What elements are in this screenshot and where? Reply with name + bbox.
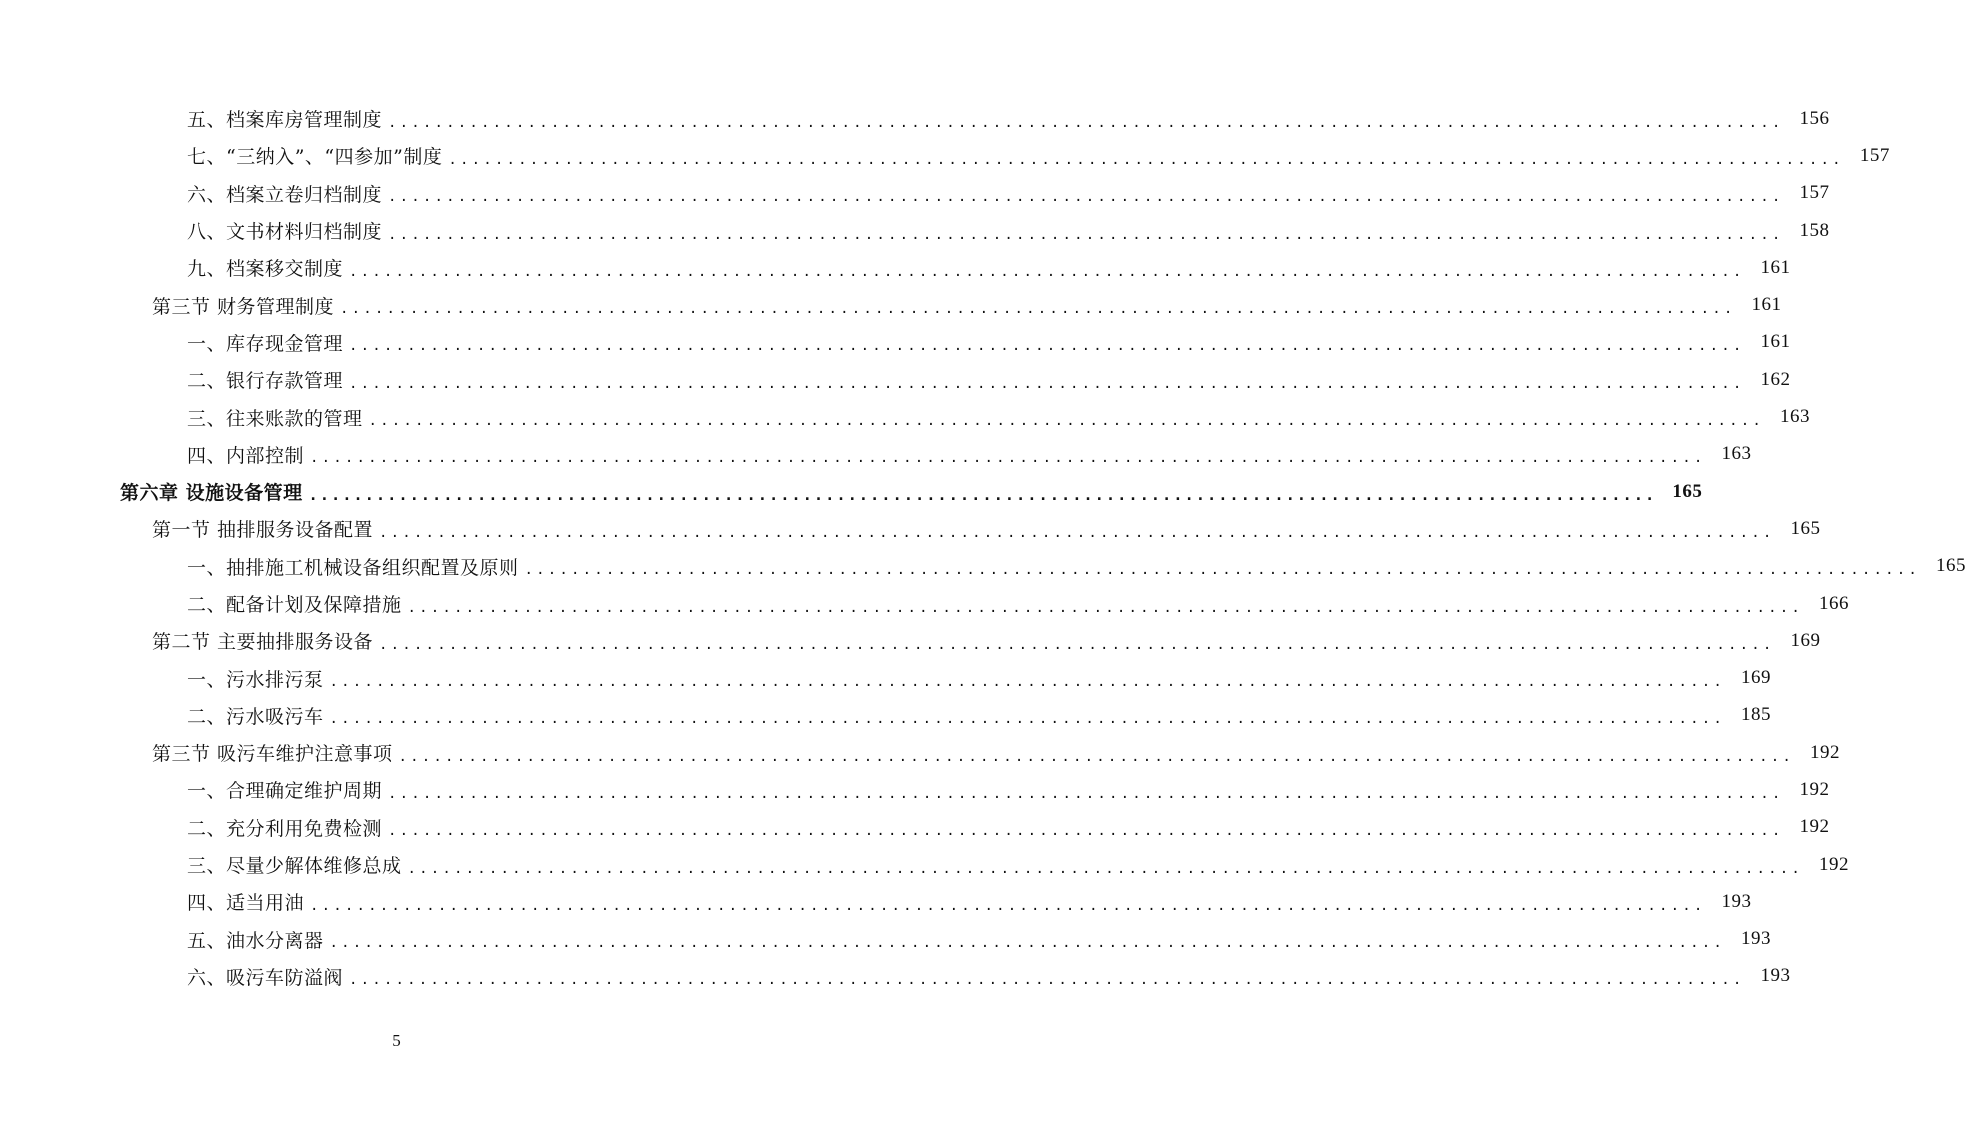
toc-dot-leader: ........................................................................................................................ xyxy=(388,226,1784,243)
toc-dot-leader: ........................................................................................................................ xyxy=(398,748,1794,765)
toc-dot-leader: ........................................................................................................................ xyxy=(448,151,1844,168)
toc-entry-page: 165 xyxy=(1935,555,1966,577)
toc-item-entry[interactable] xyxy=(0,883,1752,920)
toc-dot-leader: ........................................................................................................................ xyxy=(349,972,1745,989)
toc-entry-page: 165 xyxy=(1790,517,1821,539)
toc-entry-title: 四、适当用油 xyxy=(187,892,305,915)
toc-entry-title: 第三节 吸污车维护注意事项 xyxy=(152,743,393,766)
toc-dot-leader: ........................................................................................................................ xyxy=(329,935,1725,952)
toc-entry-page: 192 xyxy=(1810,741,1840,763)
toc-item-entry[interactable] xyxy=(0,137,1890,174)
toc-item-entry[interactable] xyxy=(0,771,1830,808)
toc-section-entry[interactable] xyxy=(0,286,1782,323)
toc-entry-page: 163 xyxy=(1721,443,1752,465)
toc-entry-page: 193 xyxy=(1740,928,1771,950)
toc-dot-leader: ........................................................................................................................ xyxy=(407,860,1803,877)
toc-dot-leader: ........................................................................................................................ xyxy=(329,674,1725,691)
toc-entry-page: 185 xyxy=(1740,704,1771,726)
toc-entry-page: 161 xyxy=(1751,294,1782,316)
toc-entry-title: 二、配备计划及保障措施 xyxy=(187,594,402,616)
toc-entry-title: 第二节 主要抽排服务设备 xyxy=(152,631,374,654)
toc-dot-leader: ........................................................................................................................ xyxy=(308,486,1657,505)
toc-item-entry[interactable] xyxy=(0,249,1791,286)
toc-entry-title: 七、“三纳入”、“四参加”制度 xyxy=(187,146,443,169)
toc-dot-leader: ........................................................................................................................ xyxy=(368,413,1764,430)
toc-dot-leader: ........................................................................................................................ xyxy=(349,338,1745,355)
toc-entry-page: 169 xyxy=(1790,629,1821,651)
toc-item-entry[interactable] xyxy=(0,846,1849,883)
toc-entry-page: 169 xyxy=(1740,667,1771,689)
toc-entry-title: 一、库存现金管理 xyxy=(187,332,344,355)
toc-dot-leader: ........................................................................................................................ xyxy=(407,599,1803,616)
toc-entry-title: 第三节 财务管理制度 xyxy=(152,295,335,318)
toc-entry-title: 第一节 抽排服务设备配置 xyxy=(152,519,374,542)
toc-item-entry[interactable] xyxy=(0,361,1791,398)
toc-section-entry[interactable] xyxy=(0,510,1821,547)
toc-chapter-entry[interactable] xyxy=(0,473,1703,510)
toc-dot-leader: ........................................................................................................................ xyxy=(310,450,1706,467)
toc-item-entry[interactable] xyxy=(0,324,1791,361)
toc-item-entry[interactable] xyxy=(0,548,1966,585)
toc-entry-title: 二、银行存款管理 xyxy=(187,370,344,393)
page-number: 5 xyxy=(392,1031,401,1050)
toc-dot-leader: ........................................................................................................................ xyxy=(310,897,1706,914)
toc-entry-title: 三、尽量少解体维修总成 xyxy=(187,855,402,878)
toc-dot-leader: ........................................................................................................................ xyxy=(388,823,1784,840)
toc-entry-title: 一、抽排施工机械设备组织配置及原则 xyxy=(187,556,519,579)
toc-entry-title: 五、油水分离器 xyxy=(187,929,324,952)
toc-entry-page: 157 xyxy=(1799,182,1830,204)
toc-entry-title: 一、污水排污泵 xyxy=(187,668,324,691)
toc-item-entry[interactable] xyxy=(0,809,1830,846)
toc-entry-page: 166 xyxy=(1818,592,1849,614)
toc-item-entry[interactable] xyxy=(0,921,1771,958)
toc-entry-page: 192 xyxy=(1818,853,1849,875)
toc-entry-page: 192 xyxy=(1799,816,1830,838)
toc-section-entry[interactable] xyxy=(0,734,1840,771)
toc-dot-leader: ........................................................................................................................ xyxy=(349,263,1745,280)
toc-entry-page: 157 xyxy=(1859,144,1890,166)
toc-dot-leader: ........................................................................................................................ xyxy=(388,785,1784,802)
toc-dot-leader: ........................................................................................................................ xyxy=(379,636,1775,653)
toc-entry-title: 一、合理确定维护周期 xyxy=(187,780,383,803)
toc-entry-page: 156 xyxy=(1799,107,1830,129)
toc-entry-title: 二、充分利用免费检测 xyxy=(187,817,383,840)
toc-item-entry[interactable] xyxy=(0,436,1752,473)
toc-item-entry[interactable] xyxy=(0,659,1771,696)
toc-entry-page: 163 xyxy=(1779,406,1810,428)
toc-entry-page: 192 xyxy=(1799,778,1830,800)
toc-entry-page: 158 xyxy=(1799,219,1830,241)
toc-dot-leader: ........................................................................................................................ xyxy=(388,189,1784,206)
toc-entry-title: 五、档案库房管理制度 xyxy=(187,109,383,132)
toc-item-entry[interactable] xyxy=(0,100,1830,137)
toc-entry-page: 161 xyxy=(1760,331,1791,353)
toc-entry-title: 三、往来账款的管理 xyxy=(187,407,363,430)
toc-dot-leader: ........................................................................................................................ xyxy=(524,562,1920,579)
toc-entry-page: 193 xyxy=(1721,890,1752,912)
toc-dot-leader: ........................................................................................................................ xyxy=(349,375,1745,392)
toc-entry-title: 四、内部控制 xyxy=(187,444,305,467)
toc-dot-leader: ........................................................................................................................ xyxy=(340,301,1736,318)
toc-entry-page: 162 xyxy=(1760,368,1791,390)
toc-dot-leader: ........................................................................................................................ xyxy=(379,524,1775,541)
toc-dot-leader: ........................................................................................................................ xyxy=(388,114,1784,131)
toc-entry-title: 八、文书材料归档制度 xyxy=(187,221,383,244)
toc-entry-title: 二、污水吸污车 xyxy=(187,705,324,728)
toc-entry-title: 第六章 设施设备管理 xyxy=(120,482,303,505)
toc-item-entry[interactable] xyxy=(0,585,1849,622)
toc-entry-title: 六、吸污车防溢阀 xyxy=(187,966,344,989)
toc-entry-page: 165 xyxy=(1672,480,1703,502)
toc-entry-page: 193 xyxy=(1760,965,1791,987)
toc-section-entry[interactable] xyxy=(0,622,1821,659)
toc-entry-page: 161 xyxy=(1760,256,1791,278)
toc-item-entry[interactable] xyxy=(0,958,1791,995)
toc-entry-title: 六、档案立卷归档制度 xyxy=(187,183,383,206)
table-of-contents xyxy=(0,100,1966,995)
toc-item-entry[interactable] xyxy=(0,175,1830,212)
toc-dot-leader: ........................................................................................................................ xyxy=(329,711,1725,728)
toc-entry-title: 九、档案移交制度 xyxy=(187,258,344,281)
toc-item-entry[interactable] xyxy=(0,212,1830,249)
toc-item-entry[interactable] xyxy=(0,697,1771,734)
toc-item-entry[interactable] xyxy=(0,398,1810,435)
